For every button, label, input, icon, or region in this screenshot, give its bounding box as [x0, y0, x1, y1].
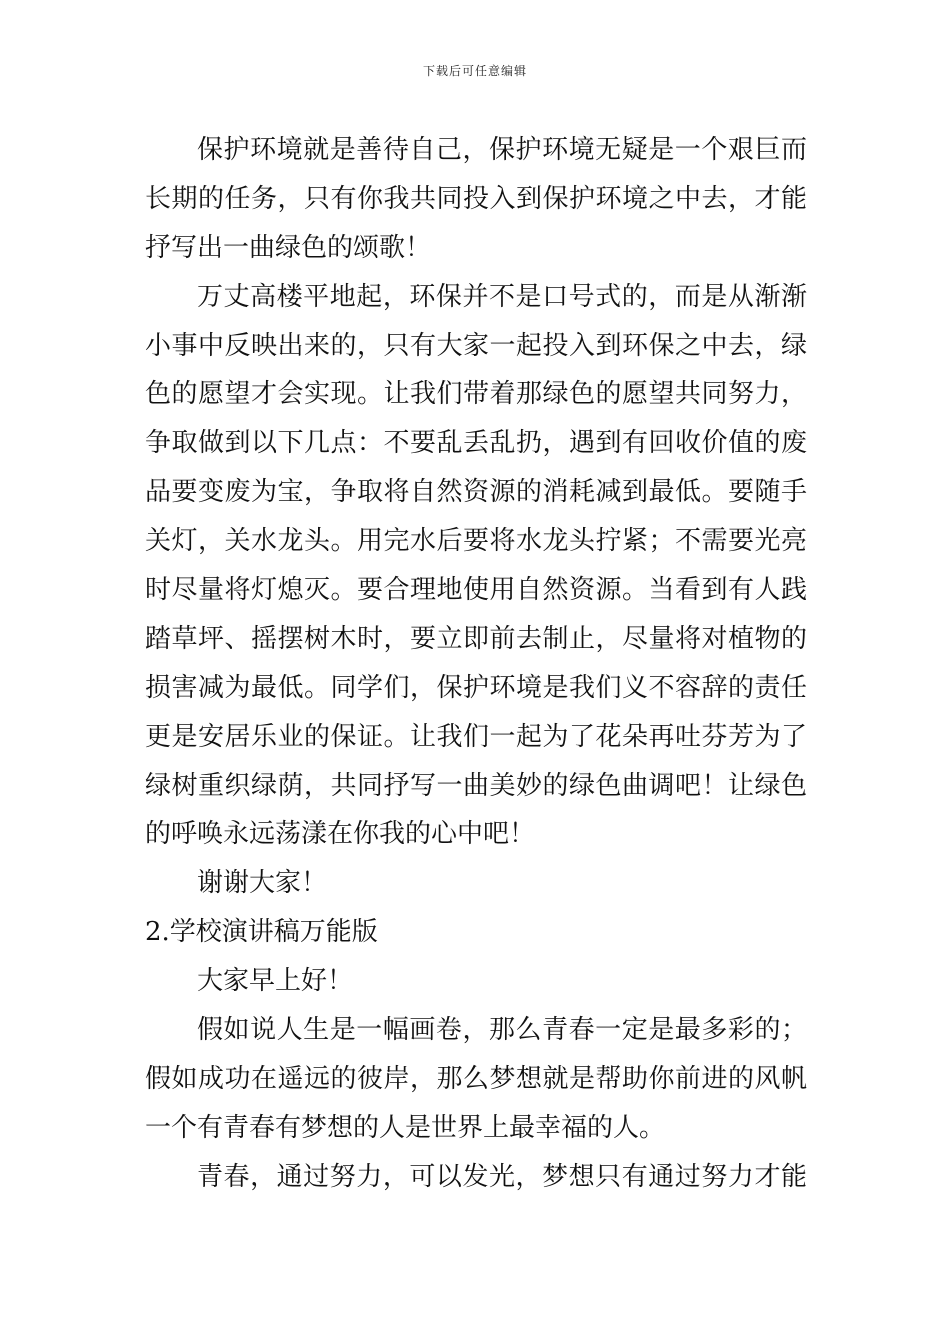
- text-line: 假如成功在遥远的彼岸，那么梦想就是帮助你前进的风帆: [145, 1063, 807, 1094]
- text-line: 损害减为最低。同学们，保护环境是我们义不容辞的责任: [145, 672, 807, 703]
- closing-line: 谢谢大家！: [197, 868, 328, 899]
- text-line: 假如说人生是一幅画卷，那么青春一定是最多彩的；: [197, 1015, 807, 1046]
- text-line: 一个有青春有梦想的人是世界上最幸福的人。: [145, 1112, 666, 1143]
- text-line: 踏草坪、摇摆树木时，要立即前去制止，尽量将对植物的: [145, 623, 807, 654]
- greeting-line: 大家早上好！: [197, 966, 354, 997]
- text-line: 更是安居乐业的保证。让我们一起为了花朵再吐芬芳为了: [145, 721, 807, 752]
- text-line: 抒写出一曲绿色的颂歌！: [145, 232, 432, 263]
- section-heading: 2.学校演讲稿万能版: [145, 917, 378, 948]
- text-line: 万丈高楼平地起，环保并不是口号式的，而是从渐渐: [197, 281, 807, 312]
- document-body: [145, 126, 807, 1202]
- text-line: 绿树重织绿荫，共同抒写一曲美妙的绿色曲调吧！让绿色: [145, 770, 807, 801]
- text-line: 品要变废为宝，争取将自然资源的消耗减到最低。要随手: [145, 477, 807, 508]
- text-line: 青春，通过努力，可以发光，梦想只有通过努力才能: [197, 1161, 807, 1192]
- text-line: 保护环境就是善待自己，保护环境无疑是一个艰巨而: [197, 135, 807, 165]
- text-line: 争取做到以下几点：不要乱丢乱扔，遇到有回收价值的废: [145, 428, 807, 459]
- page-header: 下载后可任意编辑: [422, 64, 527, 78]
- text-line: 关灯，关水龙头。用完水后要将水龙头拧紧；不需要光亮: [145, 526, 807, 557]
- text-line: 色的愿望才会实现。让我们带着那绿色的愿望共同努力，: [145, 379, 807, 410]
- text-line: 时尽量将灯熄灭。要合理地使用自然资源。当看到有人践: [145, 575, 807, 606]
- text-line: 长期的任务，只有你我共同投入到保护环境之中去，才能: [145, 183, 807, 214]
- text-line: 小事中反映出来的，只有大家一起投入到环保之中去，绿: [145, 330, 807, 361]
- text-line: 的呼唤永远荡漾在你我的心中吧！: [145, 819, 536, 850]
